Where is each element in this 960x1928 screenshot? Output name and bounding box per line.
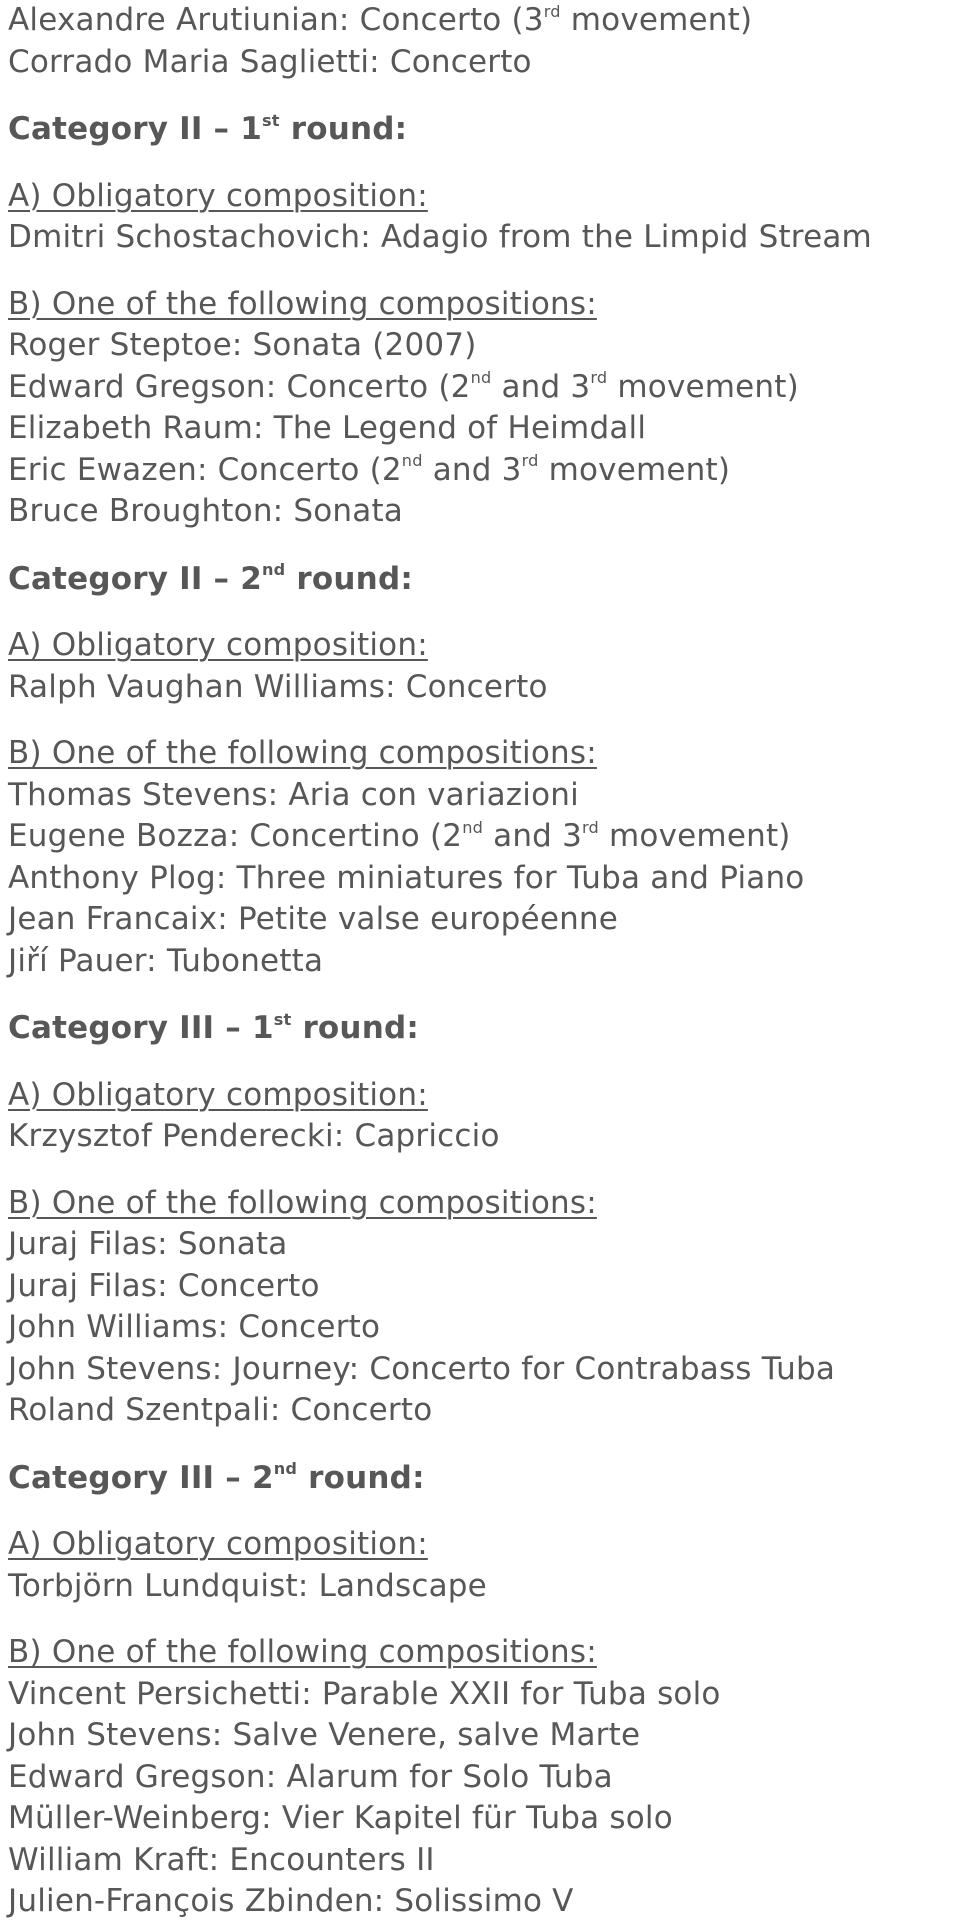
category-section: [8, 1458, 956, 1923]
ordinal-suffix: rd: [590, 368, 608, 388]
composition-item: [8, 450, 956, 492]
line-text: Juraj Filas: Sonata: [8, 1226, 288, 1262]
ordinal-suffix: nd: [462, 817, 484, 837]
composition-item: [8, 1224, 956, 1266]
line-text: Category III – 2: [8, 1459, 274, 1496]
ordinal-suffix: st: [273, 1009, 292, 1029]
composition-item: [8, 1349, 956, 1391]
line-text: John Stevens: Journey: Concerto for Contrabass Tuba: [8, 1350, 836, 1387]
composition-item: [8, 1798, 956, 1840]
line-text: Julien-François Zbinden: Solissimo V: [8, 1883, 574, 1919]
composition-item: [8, 1266, 956, 1308]
line-text: Vincent Persichetti: Parable XXII for Tuba solo: [8, 1675, 721, 1712]
ordinal-suffix: rd: [543, 1, 561, 21]
line-text: Alexandre Arutiunian: Concerto (3: [8, 2, 544, 38]
category-heading: [8, 1008, 956, 1050]
obligatory-composition: [8, 217, 956, 259]
line-text: John Williams: Concerto: [8, 1309, 381, 1345]
line-text: Juraj Filas: Concerto: [8, 1267, 320, 1304]
composition-item: [8, 0, 956, 42]
line-text: Bruce Broughton: Sonata: [8, 493, 404, 529]
category-sections: [8, 109, 956, 1923]
line-text: Eric Ewazen: Concerto (2: [8, 451, 402, 488]
line-text: Müller-Weinberg: Vier Kapitel für Tuba solo: [8, 1800, 673, 1836]
ordinal-suffix: nd: [470, 368, 492, 388]
composition-item: [8, 367, 956, 409]
line-text: William Kraft: Encounters II: [8, 1841, 435, 1878]
composition-item: [8, 858, 956, 900]
line-text: round:: [279, 111, 408, 147]
ordinal-suffix: st: [262, 110, 280, 130]
line-text: Roland Szentpali: Concerto: [8, 1392, 433, 1428]
obligatory-composition: [8, 1116, 956, 1158]
obligatory-label: A) Obligatory composition:: [8, 627, 428, 663]
line-text: Edward Gregson: Concerto (2: [8, 368, 471, 405]
line-text: movement): [560, 2, 753, 38]
composition-item: [8, 42, 956, 84]
line-text: Eugene Bozza: Concertino (2: [8, 818, 463, 854]
category-section: [8, 109, 956, 533]
composition-item: [8, 408, 956, 450]
composition-item: [8, 491, 956, 533]
composition-item: [8, 1757, 956, 1799]
composition-item: [8, 1674, 956, 1716]
obligatory-composition: [8, 667, 956, 709]
ordinal-suffix: rd: [582, 817, 599, 837]
line-text: Dmitri Schostachovich: Adagio from the Limpid Stream: [8, 219, 872, 255]
line-text: Jiří Pauer: Tubonetta: [8, 942, 324, 979]
composition-item: [8, 941, 956, 983]
obligatory-label: A) Obligatory composition:: [8, 1076, 428, 1113]
category-section: [8, 1008, 956, 1432]
line-text: Edward Gregson: Alarum for Solo Tuba: [8, 1758, 613, 1795]
choice-label: B) One of the following compositions:: [8, 285, 597, 322]
line-text: and 3: [491, 368, 591, 405]
composition-item: [8, 775, 956, 817]
ordinal-suffix: nd: [401, 451, 423, 471]
line-text: movement): [607, 368, 799, 405]
repertoire-document: [8, 0, 956, 1923]
line-text: movement): [538, 451, 731, 488]
line-text: Torbjörn Lundquist: Landscape: [8, 1567, 487, 1604]
ordinal-suffix: nd: [273, 1459, 298, 1479]
line-text: John Stevens: Salve Venere, salve Marte: [8, 1717, 641, 1753]
category-heading: [8, 109, 956, 151]
line-text: Category II – 1: [8, 111, 263, 147]
ordinal-suffix: nd: [262, 560, 286, 580]
category-section: [8, 559, 956, 983]
obligatory-label: A) Obligatory composition:: [8, 1526, 428, 1562]
category-heading: [8, 1458, 956, 1500]
line-text: Roger Steptoe: Sonata (2007): [8, 327, 477, 363]
line-text: Ralph Vaughan Williams: Concerto: [8, 668, 548, 705]
line-text: round:: [285, 560, 413, 597]
line-text: round:: [291, 1010, 419, 1046]
composition-item: [8, 1840, 956, 1882]
choice-label: B) One of the following compositions:: [8, 1634, 597, 1670]
choice-label: B) One of the following compositions:: [8, 1184, 597, 1221]
line-text: Krzysztof Penderecki: Capriccio: [8, 1118, 500, 1154]
ordinal-suffix: rd: [521, 451, 539, 471]
composition-item: [8, 1881, 956, 1923]
line-text: and 3: [422, 451, 522, 488]
line-text: movement): [598, 818, 791, 854]
line-text: and 3: [483, 818, 583, 854]
line-text: Category III – 1: [8, 1010, 274, 1046]
line-text: round:: [297, 1459, 425, 1496]
composition-item: [8, 325, 956, 367]
line-text: Thomas Stevens: Aria con variazioni: [8, 776, 579, 813]
line-text: Anthony Plog: Three miniatures for Tuba and Piano: [8, 859, 805, 896]
choice-label: B) One of the following compositions:: [8, 735, 597, 771]
composition-item: [8, 1307, 956, 1349]
line-text: Corrado Maria Saglietti: Concerto: [8, 43, 532, 80]
composition-item: [8, 816, 956, 858]
obligatory-label: A) Obligatory composition:: [8, 177, 428, 214]
obligatory-composition: [8, 1566, 956, 1608]
line-text: Jean Francaix: Petite valse européenne: [8, 901, 619, 937]
line-text: Category II – 2: [8, 560, 263, 597]
category-heading: [8, 559, 956, 601]
composition-item: [8, 899, 956, 941]
composition-item: [8, 1715, 956, 1757]
composition-item: [8, 1390, 956, 1432]
intro-list: [8, 0, 956, 83]
line-text: Elizabeth Raum: The Legend of Heimdall: [8, 410, 647, 446]
